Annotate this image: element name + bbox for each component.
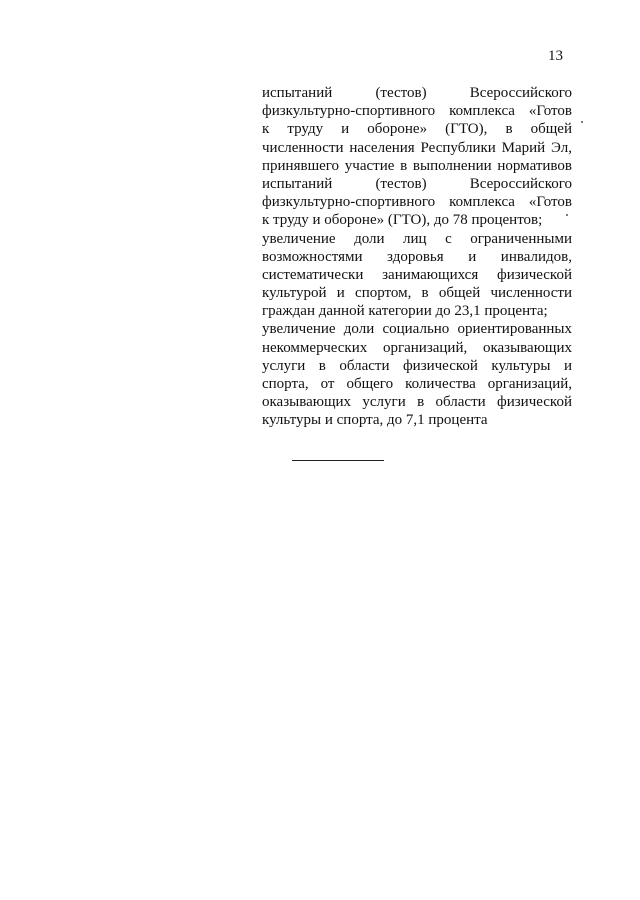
page-number: 13: [548, 48, 563, 64]
text-line: увеличение доли лиц с ограниченными: [262, 230, 572, 247]
text-line: некоммерческих организаций, оказывающих: [262, 339, 572, 356]
text-line: спорта, от общего количества организаций,: [262, 376, 572, 392]
text-line: увеличение доли социально ориентированных: [262, 321, 572, 338]
body-text: [262, 84, 572, 430]
text-line: услуги в области физической культуры и: [262, 357, 572, 374]
text-line: культурой и спортом, в общей численности: [262, 285, 572, 302]
text-line: систематически занимающихся физической: [262, 266, 572, 283]
text-line: к труду и обороне» (ГТО), до 78 процентов;: [262, 212, 543, 229]
end-divider-line: [292, 460, 384, 461]
text-line: численности населения Республики Марий Эл,: [262, 139, 572, 156]
scan-speck: [566, 214, 568, 216]
text-line: физкультурно-спортивного комплекса «Готов: [262, 194, 572, 211]
scan-speck: [581, 121, 583, 123]
text-line: к труду и обороне» (ГТО), в общей: [262, 121, 572, 138]
text-line: физкультурно-спортивного комплекса «Готов: [262, 103, 572, 120]
text-line: испытаний (тестов) Всероссийского: [262, 175, 572, 192]
text-line: граждан данной категории до 23,1 процента;: [262, 303, 548, 320]
text-line: культуры и спорта, до 7,1 процента: [262, 412, 488, 429]
text-line: испытаний (тестов) Всероссийского: [262, 85, 572, 101]
text-line: возможностями здоровья и инвалидов,: [262, 248, 572, 265]
text-line: принявшего участие в выполнении нормативов: [262, 157, 572, 174]
text-line: оказывающих услуги в области физической: [262, 394, 572, 411]
